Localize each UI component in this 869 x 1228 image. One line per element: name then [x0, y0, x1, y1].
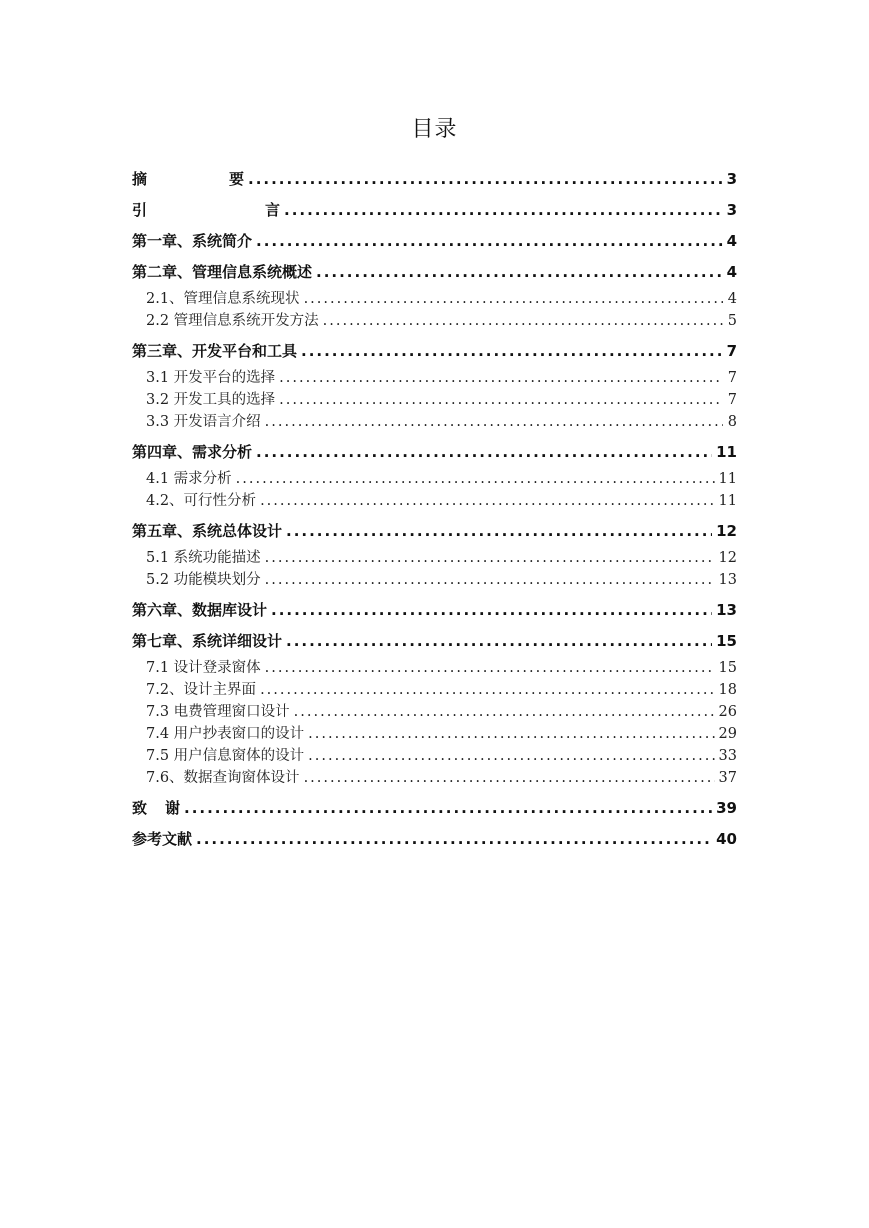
toc-entry-section-5-2[interactable]: [132, 569, 737, 591]
toc-entry-label: 3.1 开发平台的选择: [146, 370, 276, 386]
toc-entry-label: 第六章、数据库设计: [132, 601, 268, 619]
dot-leader: [265, 569, 715, 591]
toc-entry-label: 引 言: [132, 201, 280, 219]
toc-entry-section-7-4[interactable]: [132, 723, 737, 745]
toc-entry-page-number: 37: [718, 770, 737, 786]
toc-entry-section-7-5[interactable]: [132, 745, 737, 767]
toc-entry-label: 2.2 管理信息系统开发方法: [146, 313, 319, 329]
dot-leader: [196, 828, 712, 851]
toc-entry-chapter-7[interactable]: [132, 630, 737, 653]
page-title: 目录: [411, 117, 458, 142]
toc-entry-label: 第四章、需求分析: [132, 443, 253, 461]
toc-entry-label: 第五章、系统总体设计: [132, 522, 283, 540]
dot-leader: [286, 630, 712, 653]
toc-entry-label: 7.1 设计登录窗体: [146, 660, 261, 676]
dot-leader: [308, 723, 714, 745]
dot-leader: [236, 468, 715, 490]
toc-entry-label: 5.1 系统功能描述: [146, 550, 261, 566]
toc-entry-page-number: 13: [718, 572, 737, 588]
toc-entry-chapter-3[interactable]: [132, 340, 737, 363]
toc-entry-label: 5.2 功能模块划分: [146, 572, 261, 588]
toc-entry-page-number: 7: [727, 392, 737, 408]
toc-entry-page-number: 3: [726, 170, 737, 188]
toc-entry-label: 第一章、系统简介: [132, 232, 253, 250]
toc-entry-label: 7.5 用户信息窗体的设计: [146, 748, 305, 764]
toc-entry-section-2-1[interactable]: [132, 288, 737, 310]
dot-leader: [304, 767, 715, 789]
toc-entry-section-7-1[interactable]: [132, 657, 737, 679]
dot-leader: [323, 310, 723, 332]
toc-entry-section-3-2[interactable]: [132, 389, 737, 411]
dot-leader: [256, 441, 712, 464]
toc-entry-section-5-1[interactable]: [132, 547, 737, 569]
dot-leader: [279, 367, 723, 389]
toc-entry-label: 致 谢: [132, 799, 180, 817]
toc-entry-page-number: 15: [716, 632, 737, 650]
dot-leader: [304, 288, 723, 310]
toc-entry-page-number: 5: [727, 313, 737, 329]
dot-leader: [294, 701, 715, 723]
toc-entry-references[interactable]: [132, 828, 737, 851]
table-of-contents: [132, 168, 737, 851]
dot-leader: [271, 599, 712, 622]
toc-entry-chapter-4[interactable]: [132, 441, 737, 464]
dot-leader: [286, 520, 712, 543]
toc-entry-page-number: 4: [726, 232, 737, 250]
toc-entry-label: 参考文献: [132, 830, 193, 848]
toc-entry-section-7-6[interactable]: [132, 767, 737, 789]
toc-entry-section-3-3[interactable]: [132, 411, 737, 433]
toc-entry-chapter-5[interactable]: [132, 520, 737, 543]
toc-entry-page-number: 18: [718, 682, 737, 698]
dot-leader: [260, 679, 714, 701]
toc-entry-page-number: 15: [718, 660, 737, 676]
toc-entry-label: 第二章、管理信息系统概述: [132, 263, 313, 281]
dot-leader: [279, 389, 723, 411]
toc-entry-section-7-3[interactable]: [132, 701, 737, 723]
toc-entry-page-number: 12: [716, 522, 737, 540]
toc-entry-abstract[interactable]: [132, 168, 737, 191]
toc-entry-page-number: 40: [716, 830, 737, 848]
toc-entry-label: 7.4 用户抄表窗口的设计: [146, 726, 305, 742]
toc-entry-page-number: 7: [726, 342, 737, 360]
toc-entry-label: 3.2 开发工具的选择: [146, 392, 276, 408]
dot-leader: [308, 745, 714, 767]
toc-entry-page-number: 13: [716, 601, 737, 619]
dot-leader: [265, 657, 715, 679]
dot-leader: [184, 797, 712, 820]
toc-entry-chapter-1[interactable]: [132, 230, 737, 253]
toc-entry-introduction[interactable]: [132, 199, 737, 222]
toc-entry-acknowledgements[interactable]: [132, 797, 737, 820]
toc-entry-page-number: 39: [716, 799, 737, 817]
toc-entry-page-number: 29: [718, 726, 737, 742]
toc-entry-section-3-1[interactable]: [132, 367, 737, 389]
toc-entry-label: 3.3 开发语言介绍: [146, 414, 261, 430]
dot-leader: [256, 230, 723, 253]
toc-entry-label: 摘 要: [132, 170, 244, 188]
toc-entry-page-number: 11: [716, 443, 737, 461]
dot-leader: [284, 199, 723, 222]
toc-entry-label: 7.3 电费管理窗口设计: [146, 704, 290, 720]
toc-entry-page-number: 12: [718, 550, 737, 566]
dot-leader: [265, 547, 715, 569]
toc-entry-label: 7.2、设计主界面: [146, 682, 257, 698]
toc-entry-page-number: 7: [727, 370, 737, 386]
toc-entry-label: 7.6、数据查询窗体设计: [146, 770, 300, 786]
toc-entry-page-number: 4: [726, 263, 737, 281]
toc-entry-page-number: 33: [718, 748, 737, 764]
toc-entry-page-number: 8: [727, 414, 737, 430]
toc-entry-label: 4.1 需求分析: [146, 471, 232, 487]
toc-entry-page-number: 26: [718, 704, 737, 720]
toc-entry-section-2-2[interactable]: [132, 310, 737, 332]
toc-entry-label: 第三章、开发平台和工具: [132, 342, 298, 360]
toc-entry-chapter-2[interactable]: [132, 261, 737, 284]
toc-entry-label: 2.1、管理信息系统现状: [146, 291, 300, 307]
toc-entry-section-4-1[interactable]: [132, 468, 737, 490]
toc-entry-page-number: 3: [726, 201, 737, 219]
toc-entry-section-4-2[interactable]: [132, 490, 737, 512]
toc-entry-label: 第七章、系统详细设计: [132, 632, 283, 650]
toc-entry-page-number: 4: [727, 291, 737, 307]
toc-entry-section-7-2[interactable]: [132, 679, 737, 701]
toc-entry-label: 4.2、可行性分析: [146, 493, 257, 509]
dot-leader: [316, 261, 723, 284]
dot-leader: [260, 490, 714, 512]
dot-leader: [265, 411, 723, 433]
toc-entry-page-number: 11: [718, 471, 737, 487]
toc-entry-chapter-6[interactable]: [132, 599, 737, 622]
dot-leader: [301, 340, 723, 363]
toc-entry-page-number: 11: [718, 493, 737, 509]
dot-leader: [248, 168, 723, 191]
